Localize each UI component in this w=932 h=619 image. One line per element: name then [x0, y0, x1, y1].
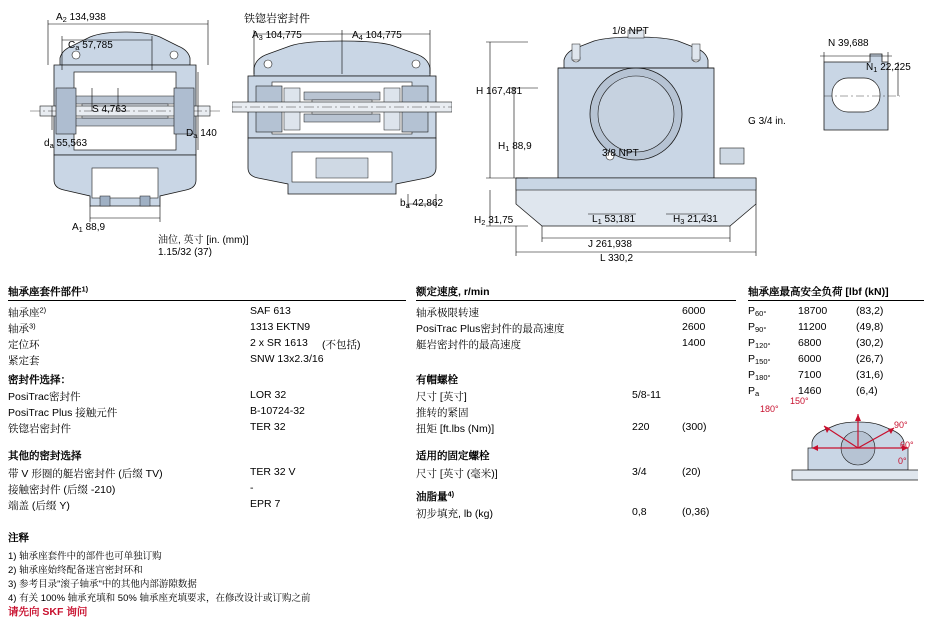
load-row-1-label: $P_{90^\circ}$ — [748, 321, 767, 334]
grease-row-0-label: 初步填充, lb (kg) — [416, 508, 494, 520]
load-row-0-label: $P_{60^\circ}$ — [748, 305, 767, 318]
dim-N: N 39,688 — [828, 38, 869, 49]
dim-H3: $H_3$ 21,431 — [673, 214, 718, 226]
note-item-1: 2) 轴承座始终配备迷宫密封环和 — [8, 565, 143, 576]
seal-row-1-value: B-10724-32 — [250, 405, 305, 417]
load-row-3-label: $P_{150^\circ}$ — [748, 353, 771, 366]
note-item-0: 1) 轴承座套件中的部件也可单独订购 — [8, 551, 162, 562]
middle-title: 铁锪岩密封件 — [244, 13, 310, 25]
component-row-1-label: 轴承$^{3)}$ — [8, 321, 36, 335]
speed-title: 额定速度, r/min — [416, 286, 490, 298]
seal-row-1-label: PosiTrac Plus 接触元件 — [8, 407, 118, 419]
fixing-bolts-title: 适用的固定螺栓 — [416, 450, 490, 462]
component-row-1-value: 1313 EKTN9 — [250, 321, 311, 333]
seal-row-2-label: 铁锪岩密封件 — [8, 423, 71, 435]
load-row-0-value2: (83,2) — [856, 305, 884, 317]
divider-2 — [416, 300, 736, 301]
dim-J: J 261,938 — [588, 239, 632, 250]
angle-label-60: 60° — [900, 440, 914, 450]
divider-3 — [748, 300, 924, 301]
components-table — [8, 284, 408, 299]
speed-row-0-value: 6000 — [682, 305, 706, 317]
component-row-3-label: 紧定套 — [8, 355, 40, 367]
oil-level-value: 1.15/32 (37) — [158, 247, 212, 258]
dim-Da: $D_a$ 140 — [186, 128, 217, 140]
note-item-2: 3) 参考目录"滚子轴承"中的其他内部游隙数据 — [8, 579, 197, 590]
dim-L: L 330,2 — [600, 253, 634, 264]
note-item-3: 4) 有关 100% 轴承充填和 50% 轴承座充填要求，在修改设计或订购之前 — [8, 593, 311, 604]
component-row-2-value: 2 x SR 1613 — [250, 337, 308, 349]
component-row-0-value: SAF 613 — [250, 305, 291, 317]
other-seal-row-1-value: - — [250, 482, 254, 494]
dim-A1: $A_1$ 88,9 — [72, 222, 106, 234]
seal-row-2-value: TER 32 — [250, 421, 286, 433]
dim-A3: $A_3$ 104,775 — [252, 30, 302, 42]
dim-H: H 167,481 — [476, 86, 523, 97]
speed-row-1-label: PosiTrac Plus密封件的最高速度 — [416, 323, 565, 335]
bolts-title: 有帽螺栓 — [416, 374, 458, 386]
load-row-2-value2: (30,2) — [856, 337, 884, 349]
component-row-2-extra: (不包括) — [322, 339, 361, 351]
load-row-3-value: 6000 — [798, 353, 822, 365]
angle-label-0: 0° — [898, 456, 907, 466]
component-row-3-value: SNW 13x2.3/16 — [250, 353, 324, 365]
notes-title: 注释 — [8, 532, 29, 544]
bolts-row-1-label: 推转的紧固 — [416, 407, 469, 419]
other-seal-row-0-value: TER 32 V — [250, 466, 296, 478]
dim-H1: $H_1$ 88,9 — [498, 141, 532, 153]
dim-G: G 3/4 in. — [748, 116, 786, 127]
grease-row-0-value: 0,8 — [632, 506, 647, 518]
load-row-4-label: $P_{180^\circ}$ — [748, 369, 771, 382]
dim-A2: $A_2$ 134,938 — [56, 12, 106, 24]
dim-ba: $b_a$ 42,862 — [400, 198, 444, 210]
dim-Ca: $C_a$ 57,785 — [68, 40, 113, 52]
load-row-1-value: 11200 — [798, 321, 827, 333]
load-row-4-value: 7100 — [798, 369, 822, 381]
component-row-0-label: 轴承座$^{2)}$ — [8, 305, 47, 319]
notes-footer: 请先向 SKF 询问 — [8, 606, 88, 618]
load-row-5-value: 1460 — [798, 385, 822, 397]
bolts-row-2-value2: (300) — [682, 421, 707, 433]
dim-S: S 4,763 — [92, 104, 127, 115]
dim-H2: $H_2$ 31,75 — [474, 215, 514, 227]
bolts-row-2-label: 扭矩 [ft.lbs (Nm)] — [416, 423, 495, 435]
speed-row-2-label: 艇岩密封件的最高速度 — [416, 339, 521, 351]
load-row-2-label: $P_{120^\circ}$ — [748, 337, 771, 350]
load-row-5-label: $P_a$ — [748, 385, 760, 398]
seal-row-0-label: PosiTrac密封件 — [8, 391, 81, 403]
other-seal-row-2-label: 端盖 (后缀 Y) — [8, 500, 70, 512]
oil-level-label: 油位, 英寸 [in. (mm)] — [158, 235, 249, 246]
speed-row-1-value: 2600 — [682, 321, 706, 333]
bolts-row-2-value: 220 — [632, 421, 650, 433]
load-row-2-value: 6800 — [798, 337, 822, 349]
load-row-4-value2: (31,6) — [856, 369, 884, 381]
angle-label-150: 150° — [790, 396, 809, 406]
loads-title: 轴承座最高安全负荷 [lbf (kN)] — [748, 286, 889, 298]
dim-N1: $N_1$ 22,225 — [866, 62, 911, 74]
seal-options-title: 密封件选择： — [8, 374, 71, 386]
dim-npt-top: 1/8 NPT — [612, 26, 649, 37]
seal-row-0-value: LOR 32 — [250, 389, 287, 401]
grease-title: 油脂量$^{4)}$ — [416, 489, 455, 503]
dim-da: $d_a$ 55,563 — [44, 138, 88, 150]
other-seal-row-2-value: EPR 7 — [250, 498, 281, 510]
components-title: 轴承座套件部件$^{1)}$ — [8, 284, 89, 298]
bolts-row-0-label: 尺寸 [英寸] — [416, 391, 467, 403]
component-row-2-label: 定位环 — [8, 339, 40, 351]
grease-row-0-value2: (0,36) — [682, 506, 710, 518]
angle-label-90: 90° — [894, 420, 908, 430]
other-seal-row-1-label: 接触密封件 (后缀 -210) — [8, 484, 116, 496]
speed-row-0-label: 轴承极限转速 — [416, 307, 479, 319]
dim-npt-side: 3/8 NPT — [602, 148, 639, 159]
load-row-0-value: 18700 — [798, 305, 828, 317]
other-seal-title: 其他的密封选择 — [8, 450, 82, 462]
angle-label-180: 180° — [760, 404, 779, 414]
bolts-row-0-value: 5/8-11 — [632, 389, 661, 401]
load-row-3-value2: (26,7) — [856, 353, 884, 365]
divider-1 — [8, 300, 406, 301]
dim-L1: $L_1$ 53,181 — [592, 214, 636, 226]
fixing-row-0-value: 3/4 — [632, 466, 647, 478]
speed-row-2-value: 1400 — [682, 337, 706, 349]
load-row-1-value2: (49,8) — [856, 321, 884, 333]
fixing-row-0-value2: (20) — [682, 466, 701, 478]
other-seal-row-0-label: 带 V 形圈的艇岩密封件 (后缀 TV) — [8, 468, 163, 480]
load-row-5-value2: (6,4) — [856, 385, 878, 397]
fixing-row-0-label: 尺寸 [英寸 (毫米)] — [416, 468, 498, 480]
dim-A4: $A_4$ 104,775 — [352, 30, 402, 42]
